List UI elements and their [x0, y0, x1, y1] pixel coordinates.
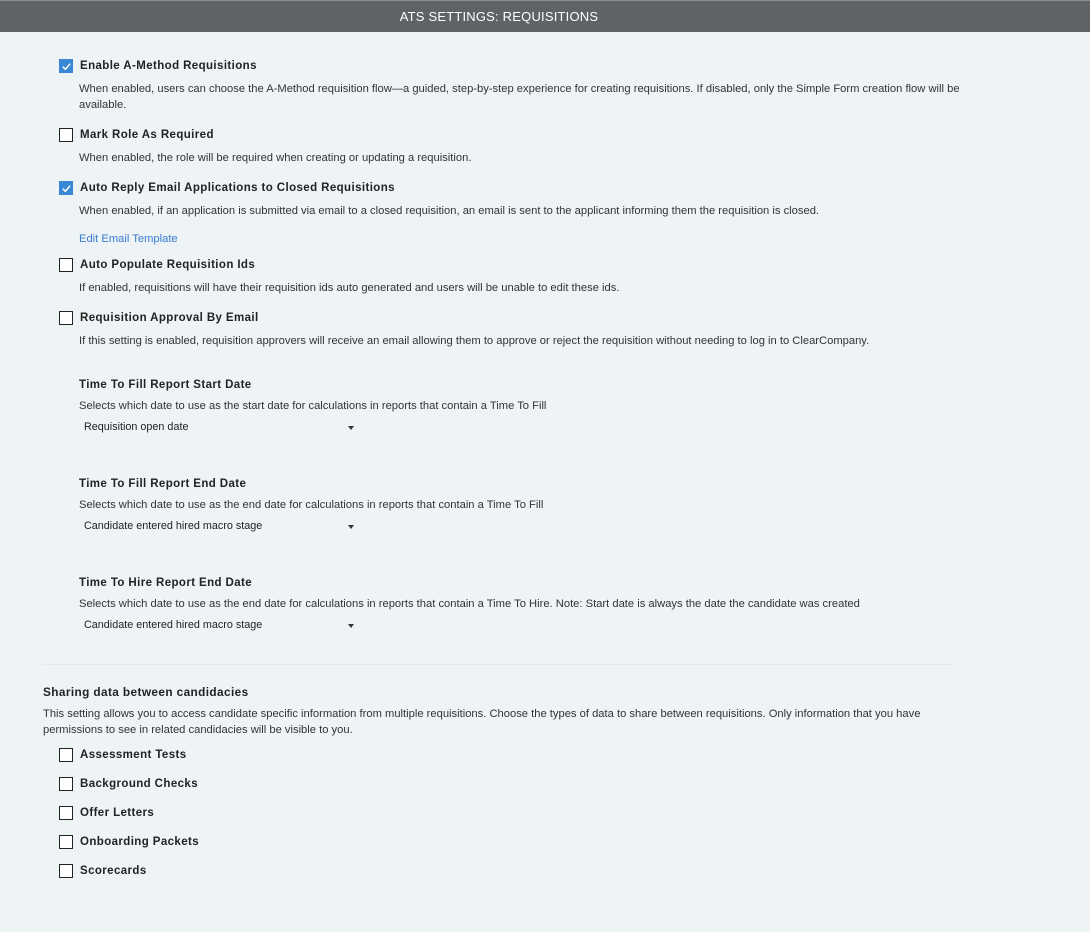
time-to-fill-start-date-group	[79, 379, 546, 434]
select-value: Candidate entered hired macro stage	[84, 520, 263, 532]
caret-down-icon	[348, 624, 354, 628]
setting-auto-populate-ids	[59, 257, 979, 296]
time-to-hire-end-date-select[interactable]	[84, 618, 354, 632]
setting-enable-a-method	[59, 58, 979, 113]
share-item-label: Assessment Tests	[80, 749, 187, 761]
share-item-onboarding-packets	[59, 834, 199, 850]
share-item-offer-letters	[59, 805, 154, 821]
setting-description: When enabled, users can choose the A-Method requisition flow—a guided, step-by-step experience for creating requisitions. If disabled, only the Simple Form creation flow will be available.	[79, 83, 960, 111]
mark-role-required-checkbox[interactable]	[59, 128, 73, 142]
assessment-tests-checkbox[interactable]	[59, 748, 73, 762]
select-value: Requisition open date	[84, 421, 189, 433]
setting-label: Mark Role As Required	[80, 129, 214, 141]
background-checks-checkbox[interactable]	[59, 777, 73, 791]
enable-a-method-checkbox[interactable]	[59, 59, 73, 73]
setting-description: When enabled, the role will be required when creating or updating a requisition.	[79, 152, 472, 164]
auto-populate-ids-checkbox[interactable]	[59, 258, 73, 272]
setting-description: When enabled, if an application is submitted via email to a closed requisition, an email is sent to the applicant informing them the requisition is closed.	[79, 205, 820, 217]
sharing-section-description: This setting allows you to access candidate specific information from multiple requisitions. Choose the types of data to share between requisitions. Only information that you have permissions to see in related candidacies will be visible to you.	[43, 708, 921, 736]
edit-email-template-link[interactable]: Edit Email Template	[79, 233, 178, 245]
checkmark-icon	[61, 183, 72, 194]
header-bar	[0, 0, 1090, 32]
setting-approval-by-email	[59, 310, 979, 349]
setting-description: If this setting is enabled, requisition approvers will receive an email allowing them to approve or reject the requisition without needing to log in to ClearCompany.	[79, 335, 870, 347]
share-item-background-checks	[59, 776, 198, 792]
share-item-assessment-tests	[59, 747, 187, 763]
setting-label: Auto Populate Requisition Ids	[80, 259, 256, 271]
setting-label: Auto Reply Email Applications to Closed Requisitions	[80, 182, 395, 194]
caret-down-icon	[348, 525, 354, 529]
group-title: Time To Fill Report End Date	[79, 478, 247, 490]
onboarding-packets-checkbox[interactable]	[59, 835, 73, 849]
setting-label: Requisition Approval By Email	[80, 312, 259, 324]
share-item-label: Offer Letters	[80, 807, 155, 819]
page-title: ATS SETTINGS: REQUISITIONS	[399, 9, 599, 24]
share-item-label: Scorecards	[80, 865, 147, 877]
caret-down-icon	[348, 426, 354, 430]
time-to-hire-end-date-group	[79, 577, 860, 632]
share-item-label: Background Checks	[80, 778, 198, 790]
checkmark-icon	[61, 61, 72, 72]
setting-auto-reply-email	[59, 180, 979, 219]
time-to-fill-end-date-group	[79, 478, 543, 533]
auto-reply-email-checkbox[interactable]	[59, 181, 73, 195]
offer-letters-checkbox[interactable]	[59, 806, 73, 820]
approval-by-email-checkbox[interactable]	[59, 311, 73, 325]
group-title: Time To Fill Report Start Date	[79, 379, 252, 391]
scorecards-checkbox[interactable]	[59, 864, 73, 878]
share-item-scorecards	[59, 863, 147, 879]
time-to-fill-start-date-select[interactable]	[84, 420, 354, 434]
setting-mark-role-required	[59, 127, 979, 166]
group-description: Selects which date to use as the end date for calculations in reports that contain a Time To Fill	[79, 499, 544, 511]
select-value: Candidate entered hired macro stage	[84, 619, 263, 631]
share-item-label: Onboarding Packets	[80, 836, 200, 848]
setting-label: Enable A-Method Requisitions	[80, 60, 257, 72]
group-description: Selects which date to use as the end date for calculations in reports that contain a Time To Hire. Note: Start date is always the date the candidate was created	[79, 598, 860, 610]
setting-description: If enabled, requisitions will have their requisition ids auto generated and users will be unable to edit these ids.	[79, 282, 620, 294]
time-to-fill-end-date-select[interactable]	[84, 519, 354, 533]
sharing-section-title: Sharing data between candidacies	[43, 685, 249, 699]
group-description: Selects which date to use as the start date for calculations in reports that contain a Time To Fill	[79, 400, 547, 412]
group-title: Time To Hire Report End Date	[79, 577, 253, 589]
section-divider	[43, 664, 953, 665]
